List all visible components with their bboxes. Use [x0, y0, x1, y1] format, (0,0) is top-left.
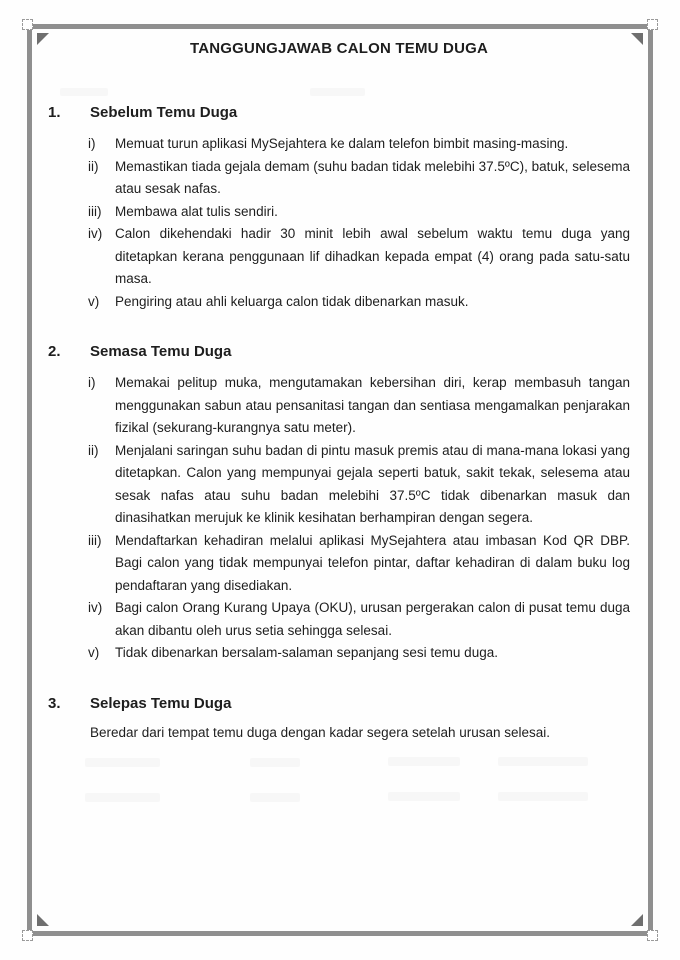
- list-item-marker: iv): [88, 600, 103, 615]
- document-content: [48, 38, 630, 744]
- scan-smudge: [388, 792, 460, 801]
- section-paragraph: Beredar dari tempat temu duga dengan kadar segera setelah urusan selesai.: [90, 724, 551, 740]
- scan-smudge: [498, 792, 588, 801]
- list-item: [88, 642, 630, 665]
- list-item: [88, 291, 630, 314]
- section-heading-text: Selepas Temu Duga: [90, 694, 232, 712]
- list-item-text: Tidak dibenarkan bersalam-salaman sepanjang sesi temu duga.: [115, 645, 498, 660]
- list-item-marker: v): [88, 645, 100, 660]
- list-item-text: Memastikan tiada gejala demam (suhu badan tidak melebihi 37.5ºC), batuk, selesema atau sesak nafas.: [115, 158, 630, 196]
- list-item-marker: ii): [88, 442, 99, 458]
- list-item: [88, 372, 630, 440]
- list-item: [88, 156, 630, 201]
- section-heading-text: Sebelum Temu Duga: [90, 104, 238, 121]
- list-item: [88, 223, 630, 291]
- section-selepas-temu-duga: [48, 693, 630, 745]
- section-sebelum-temu-duga: [48, 102, 630, 313]
- section-number: 3.: [48, 694, 61, 712]
- corner-square-bottom-right: [647, 930, 658, 941]
- section-semasa-temu-duga: [48, 341, 630, 665]
- corner-triangle-top-right-icon: [631, 33, 643, 45]
- corner-square-bottom-left: [22, 930, 33, 941]
- section-list: [88, 372, 630, 665]
- list-item-marker: i): [88, 375, 96, 390]
- list-item-marker: iv): [88, 226, 103, 241]
- list-item-marker: ii): [88, 158, 99, 174]
- section-heading-text: Semasa Temu Duga: [90, 343, 232, 360]
- corner-square-top-right: [647, 19, 658, 30]
- list-item-text: Memuat turun aplikasi MySejahtera ke dalam telefon bimbit masing-masing.: [115, 136, 569, 151]
- section-list: [88, 133, 630, 313]
- list-item: [88, 530, 630, 598]
- corner-square-top-left: [22, 19, 33, 30]
- list-item-text: Mendaftarkan kehadiran melalui aplikasi MySejahtera atau imbasan Kod QR DBP. Bagi calon yang tidak mempunyai telefon pintar, daftar kehadiran di dalam buku log pendaftaran yang disediakan.: [115, 532, 630, 593]
- section-number: 2.: [48, 343, 61, 360]
- scan-smudge: [250, 793, 300, 802]
- section-heading: [48, 693, 630, 715]
- list-item: [88, 201, 630, 224]
- page-title: TANGGUNGJAWAB CALON TEMU DUGA: [189, 40, 488, 57]
- list-item: [88, 597, 630, 642]
- corner-triangle-bottom-right-icon: [631, 914, 643, 926]
- list-item-text: Bagi calon Orang Kurang Upaya (OKU), urusan pergerakan calon di pusat temu duga akan dibantu oleh urus setia sehingga selesai.: [115, 600, 630, 638]
- section-heading: [48, 102, 630, 124]
- list-item-text: Calon dikehendaki hadir 30 minit lebih awal sebelum waktu temu duga yang ditetapkan kerana penggunaan lif dihadkan kepada empat (4) orang pada satu-satu masa.: [115, 226, 630, 286]
- list-item-text: Menjalani saringan suhu badan di pintu masuk premis atau di mana-mana lokasi yang ditetapkan. Calon yang mempunyai gejala seperti batuk, sakit tekak, selesema atau sesak nafas atau suhu badan melebihi 37.5ºC tidak dibenarkan masuk dan dinasihatkan merujuk ke klinik kesihatan berhampiran dengan segera.: [115, 442, 630, 525]
- list-item: [88, 440, 630, 530]
- section-heading: [48, 341, 630, 363]
- list-item-marker: v): [88, 293, 100, 309]
- list-item-text: Pengiring atau ahli keluarga calon tidak dibenarkan masuk.: [115, 293, 469, 309]
- section-number: 1.: [48, 104, 61, 121]
- list-item: [88, 133, 630, 156]
- scan-smudge: [498, 757, 588, 766]
- list-item-marker: iii): [88, 532, 102, 548]
- list-item-marker: i): [88, 136, 96, 151]
- scan-smudge: [388, 757, 460, 766]
- list-item-text: Membawa alat tulis sendiri.: [115, 203, 278, 219]
- scan-smudge: [250, 758, 300, 767]
- scan-smudge: [85, 758, 160, 767]
- scan-smudge: [85, 793, 160, 802]
- corner-triangle-bottom-left-icon: [37, 914, 49, 926]
- list-item-marker: iii): [88, 203, 102, 219]
- list-item-text: Memakai pelitup muka, mengutamakan kebersihan diri, kerap membasuh tangan menggunakan sabun atau pensanitasi tangan dan sentiasa mengamalkan penjarakan fizikal (sekurang-kurangnya satu meter).: [115, 375, 630, 435]
